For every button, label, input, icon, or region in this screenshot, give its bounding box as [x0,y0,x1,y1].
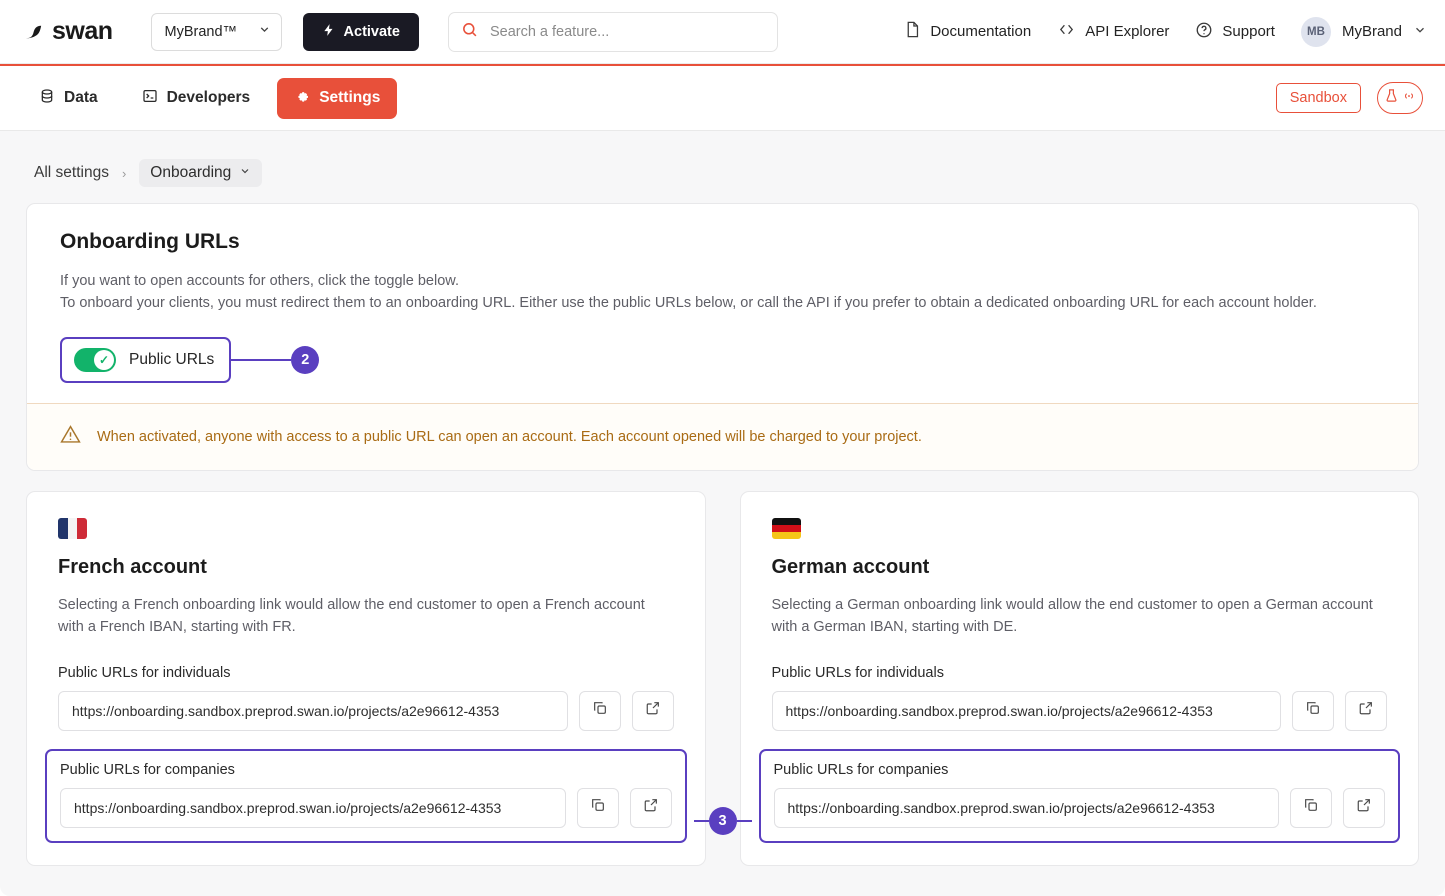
breadcrumb-current-label: Onboarding [150,164,232,181]
top-bar-right [904,17,1427,47]
french-flag-icon [58,518,87,539]
support-link-label: Support [1222,23,1275,40]
external-link-icon [1358,700,1374,721]
german-companies-group [759,749,1401,843]
nav-item-data[interactable] [22,78,115,119]
document-icon [904,20,921,43]
avatar: MB [1301,17,1331,47]
chevron-down-icon [239,164,251,182]
search-box[interactable] [448,12,778,52]
german-individuals-url-row [772,691,1388,731]
french-account-description: Selecting a French onboarding link would allow the end customer to open a French account with a French IBAN, starting with FR. [58,596,645,636]
french-individuals-label: Public URLs for individuals [58,664,231,681]
activate-button[interactable] [303,13,419,51]
documentation-link[interactable] [904,20,1031,43]
french-companies-copy-button[interactable] [577,788,619,828]
external-link-icon [1356,797,1372,818]
german-individuals-open-button[interactable] [1345,691,1387,731]
step-3-badge: 3 [709,807,737,835]
support-link[interactable] [1195,21,1275,43]
swan-logo[interactable] [22,17,113,46]
public-urls-toggle-label: Public URLs [129,350,215,368]
german-flag-icon [772,518,801,539]
german-companies-url-row [774,788,1386,828]
french-companies-url-field[interactable]: https://onboarding.sandbox.preprod.swan.io/projects/a2e96612-4353 [60,788,566,828]
chevron-down-icon [258,23,271,40]
copy-icon [592,700,608,721]
german-companies-label: Public URLs for companies [773,761,949,778]
nav-item-settings[interactable] [277,78,397,119]
breadcrumb-current[interactable] [139,159,262,187]
step-2-badge: 2 [291,346,319,374]
api-explorer-link-label: API Explorer [1085,23,1170,40]
public-urls-toggle[interactable] [74,348,116,372]
external-link-icon [643,797,659,818]
toggle-check-icon: ✓ [94,350,114,370]
nav-item-developers-label: Developers [166,89,251,106]
french-companies-label: Public URLs for companies [60,761,235,778]
account-cards-row [26,491,1419,866]
search-icon [461,21,478,43]
french-individuals-url-row [58,691,674,731]
french-individuals-url-field[interactable]: https://onboarding.sandbox.preprod.swan.io/projects/a2e96612-4353 [58,691,568,731]
step-2-connector [231,359,291,361]
secondary-nav-right [1276,82,1423,114]
french-individuals-open-button[interactable] [632,691,674,731]
copy-icon [590,797,606,818]
copy-icon [1303,797,1319,818]
breadcrumb-separator-icon: › [121,165,127,181]
step-3-marker [694,807,752,835]
german-account-title: German account [771,555,930,578]
top-bar [0,0,1445,64]
german-individuals-url-field[interactable]: https://onboarding.sandbox.preprod.swan.io/projects/a2e96612-4353 [772,691,1282,731]
breadcrumb-root[interactable]: All settings [34,164,109,181]
user-menu[interactable] [1301,17,1427,47]
warning-triangle-icon [60,424,81,450]
page-title: Onboarding URLs [60,230,240,253]
public-urls-toggle-highlight [60,337,231,383]
lab-flask-icon [1384,88,1399,108]
breadcrumb [26,131,1419,203]
onboarding-description-line1: If you want to open accounts for others, click the toggle below. [60,273,459,289]
database-icon [39,88,55,109]
german-companies-copy-button[interactable] [1290,788,1332,828]
german-companies-url-field[interactable]: https://onboarding.sandbox.preprod.swan.io/projects/a2e96612-4353 [774,788,1280,828]
french-companies-url-row [60,788,672,828]
question-circle-icon [1195,21,1213,43]
code-icon [1057,21,1076,42]
user-name: MyBrand [1341,23,1402,40]
german-account-card [740,491,1420,866]
nav-item-settings-label: Settings [319,89,381,106]
signal-icon [1402,89,1416,108]
french-account-title: French account [58,555,207,578]
nav-item-data-label: Data [64,89,98,106]
french-individuals-group [58,665,674,731]
activate-button-label: Activate [343,23,400,40]
onboarding-description-line2: To onboard your clients, you must redirect them to an onboarding URL. Either use the public URLs below, or call the API if you prefer to obtain a dedicated onboarding URL for each account holder. [60,295,1317,312]
french-companies-open-button[interactable] [630,788,672,828]
external-link-icon [645,700,661,721]
swan-logo-icon [22,20,45,43]
chevron-down-icon [1413,23,1427,41]
secondary-nav [0,64,1445,131]
bolt-icon [322,23,336,41]
warning-banner-text: When activated, anyone with access to a public URL can open an account. Each account opened will be charged to your project. [97,428,922,445]
sandbox-badge[interactable]: Sandbox [1276,83,1361,113]
nav-item-developers[interactable] [125,78,268,119]
copy-icon [1305,700,1321,721]
environment-toggle-button[interactable] [1377,82,1423,114]
documentation-link-label: Documentation [930,23,1032,40]
brand-selector[interactable] [151,13,282,51]
german-individuals-label: Public URLs for individuals [771,664,944,681]
step-3-connector-right [737,820,752,822]
public-urls-toggle-row [60,337,1385,383]
terminal-icon [142,88,158,109]
onboarding-description [60,270,1380,315]
german-individuals-group [772,665,1388,731]
german-companies-open-button[interactable] [1343,788,1385,828]
api-explorer-link[interactable] [1057,21,1169,42]
step-3-connector-left [694,820,709,822]
onboarding-urls-card [26,203,1419,471]
warning-banner [27,403,1418,470]
german-individuals-copy-button[interactable] [1292,691,1334,731]
brand-selector-label: MyBrand™ [164,23,238,40]
german-account-description: Selecting a German onboarding link would allow the end customer to open a German account with a German IBAN, starting with DE. [771,596,1373,636]
swan-logo-text: swan [52,17,113,45]
french-account-card [26,491,706,866]
french-companies-group [45,749,687,843]
onboarding-urls-body [27,204,1418,383]
main-content [0,131,1445,896]
gear-icon [294,88,310,109]
search-input[interactable] [488,23,765,41]
french-individuals-copy-button[interactable] [579,691,621,731]
